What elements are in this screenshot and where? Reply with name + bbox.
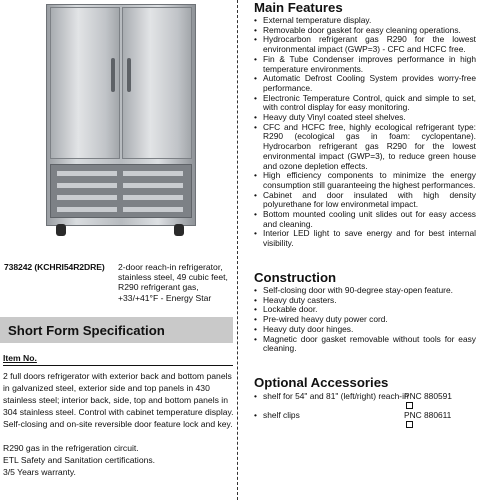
feature-item: • Magnetic door gasket removable without tools for easy cleaning. [254, 335, 476, 354]
feature-item: • Heavy duty door hinges. [254, 325, 476, 335]
feature-item: • Fin & Tube Condenser improves performance in high temperature environments. [254, 55, 476, 74]
feature-item: • Heavy duty casters. [254, 296, 476, 306]
left-door [50, 7, 120, 159]
spec-paragraph: ETL Safety and Sanitation certifications. [3, 455, 156, 465]
accessory-checkbox[interactable] [406, 402, 413, 409]
spec-paragraph: R290 gas in the refrigeration circuit. [3, 443, 139, 453]
feature-item: • Electronic Temperature Control, quick and simple to set, with control display for easy monitoring. [254, 94, 476, 113]
spec-paragraph: 3/5 Years warranty. [3, 467, 76, 477]
left-column [0, 0, 233, 500]
feature-item: • Cabinet and door insulated with high density polyurethane for low environmetal impact. [254, 191, 476, 210]
construction-list [254, 286, 476, 354]
accessory-row [254, 411, 476, 430]
feature-item: • Pre-wired heavy duty power cord. [254, 315, 476, 325]
bullet: • [254, 410, 257, 420]
feature-item: • Interior LED light to save energy and for best internal visibility. [254, 229, 476, 248]
short-form-header [0, 317, 233, 343]
accessories-list [254, 392, 476, 430]
divider [3, 365, 233, 366]
model-description: 2-door reach-in refrigerator, stainless steel, 49 cubic feet, R290 refrigerant gas, +33/+41°F - Energy Star [118, 262, 228, 303]
caster [174, 224, 184, 236]
short-form-text [3, 370, 234, 478]
construction-title: Construction [254, 270, 337, 285]
accessory-name: shelf clips [263, 410, 300, 420]
left-door-handle [111, 58, 115, 92]
bottom-grill [50, 164, 192, 218]
accessory-checkbox[interactable] [406, 421, 413, 428]
main-features-title: Main Features [254, 0, 343, 15]
item-no-label: Item No. [3, 353, 37, 363]
spec-paragraph: 2 full doors refrigerator with exterior back and bottom panels in galvanized steel, exterior side and top panels in 430 stainless steel; interior back, side, top and bottom panels in 304 stainless steel. Control with cabinet temperature display. Self-closing and on-site reversible door feature lock and key. [3, 371, 234, 429]
feature-item: • Self-closing door with 90-degree stay-open feature. [254, 286, 476, 296]
bullet: • [254, 391, 257, 401]
short-form-title: Short Form Specification [8, 323, 165, 338]
refrigerator-image [46, 4, 196, 236]
accessory-pnc: PNC 880611 [404, 410, 452, 420]
main-features-list [254, 16, 476, 249]
feature-item: • CFC and HCFC free, highly ecological refrigerant type: R290 (ecological gas in foam: cyclopentane). Hydrocarbon refrigerant gas R290 for the lowest environmental impact (GWP=3), to reduce green house and ozone depletion effects. [254, 123, 476, 172]
feature-item: • Hydrocarbon refrigerant gas R290 for the lowest environmental impact (GWP=3) - CFC and HCFC free. [254, 35, 476, 54]
feature-item: • Lockable door. [254, 305, 476, 315]
column-divider [237, 0, 239, 500]
right-door [122, 7, 192, 159]
feature-item: • Heavy duty Vinyl coated steel shelves. [254, 113, 476, 123]
feature-item: • Automatic Defrost Cooling System provides worry-free performance. [254, 74, 476, 93]
right-column [244, 0, 476, 500]
accessory-name: shelf for 54" and 81" (left/right) reach-in [263, 391, 409, 401]
accessory-pnc: PNC 880591 [404, 391, 452, 401]
model-id: 738242 (KCHRI54R2DRE) [4, 262, 105, 272]
feature-item: • Bottom mounted cooling unit slides out for easy access and cleaning. [254, 210, 476, 229]
right-door-handle [127, 58, 131, 92]
feature-item: • Removable door gasket for easy cleaning operations. [254, 26, 476, 36]
accessory-row [254, 392, 476, 411]
caster [56, 224, 66, 236]
accessories-title: Optional Accessories [254, 375, 389, 390]
feature-item: • External temperature display. [254, 16, 476, 26]
feature-item: • High efficiency components to minimize the energy consumption still guaranteeing the highest performances. [254, 171, 476, 190]
